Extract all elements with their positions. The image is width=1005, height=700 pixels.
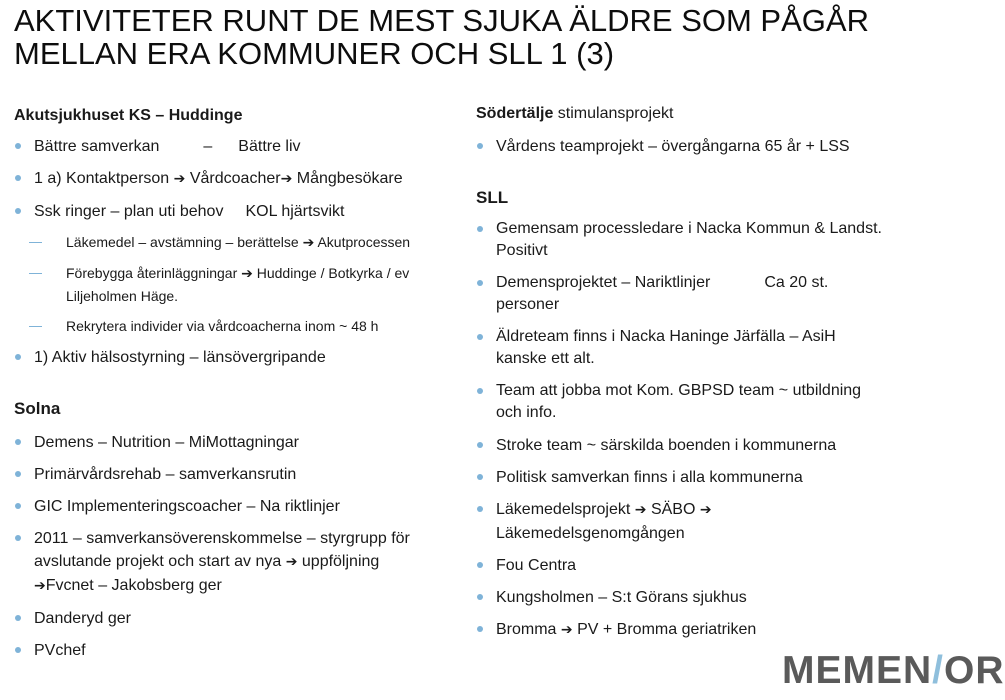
dash-bullet-icon bbox=[29, 242, 42, 243]
bullet-primarvardsrehab bbox=[14, 463, 464, 486]
bullet-ssk-ringer bbox=[14, 200, 464, 223]
bullet-danderyd bbox=[14, 607, 464, 630]
bullet-dot-icon bbox=[477, 442, 483, 448]
sub-rekrytera: Rekrytera individer via vårdcoacherna inom ~ 48 h bbox=[14, 315, 464, 337]
text: 1) Aktiv hälsostyrning – länsövergripande bbox=[34, 349, 326, 366]
bullet-bromma bbox=[476, 618, 956, 642]
arrow-right-icon: ➔ bbox=[699, 502, 712, 518]
bullet-2011 bbox=[14, 527, 464, 598]
bullet-dot-icon bbox=[15, 354, 21, 360]
text: Huddinge / Botkyrka / ev bbox=[256, 265, 410, 281]
text: och info. bbox=[496, 404, 557, 421]
text: Vårdcoacher bbox=[189, 170, 281, 187]
bullet-dot-icon bbox=[477, 506, 483, 512]
bullet-dot-icon bbox=[477, 626, 483, 632]
arrow-right-icon: ➔ bbox=[634, 502, 647, 518]
text: 1 a) Kontaktperson bbox=[34, 170, 170, 187]
text: Förebygga återinläggningar bbox=[66, 265, 238, 281]
heading-sll: SLL bbox=[476, 188, 509, 207]
bullet-politisk-samverkan bbox=[476, 466, 956, 489]
bullet-vardens-teamprojekt bbox=[476, 135, 956, 158]
bullet-demensprojektet bbox=[476, 272, 956, 316]
bullet-team-att-jobba bbox=[476, 380, 956, 424]
heading-bold: Södertälje bbox=[476, 105, 554, 122]
bullet-dot-icon bbox=[15, 471, 21, 477]
text: Demens – Nutrition – MiMottagningar bbox=[34, 434, 300, 451]
bullet-dot-icon bbox=[477, 562, 483, 568]
text: Gemensam processledare i Nacka Kommun & Landst. bbox=[496, 220, 882, 237]
text: KOL hjärtsvikt bbox=[245, 203, 345, 220]
text: Demensprojektet – Nariktlinjer bbox=[496, 274, 711, 291]
bullet-dot-icon bbox=[15, 175, 21, 181]
bullet-kungsholmen bbox=[476, 586, 956, 609]
text: Läkemedel – avstämning – berättelse bbox=[66, 234, 299, 250]
text: 2011 – samverkansöverenskommelse – styrgrupp för bbox=[34, 530, 410, 547]
text: – bbox=[203, 138, 213, 155]
text: Politisk samverkan finns i alla kommunerna bbox=[496, 469, 803, 486]
text: Mångbesökare bbox=[296, 170, 403, 187]
text: Äldreteam finns i Nacka Haninge Järfälla – AsiH bbox=[496, 328, 836, 345]
text: Läkemedelsprojekt bbox=[496, 501, 631, 518]
text: PV + Bromma geriatriken bbox=[577, 621, 757, 638]
text: Akutprocessen bbox=[317, 234, 411, 250]
bullet-stroke-team bbox=[476, 434, 956, 457]
text: avslutande projekt och start av nya bbox=[34, 553, 282, 570]
bullet-dot-icon bbox=[15, 439, 21, 445]
text: Ca 20 st. bbox=[764, 274, 829, 291]
bullet-pvchef bbox=[14, 639, 464, 662]
text: Fvcnet – Jakobsberg ger bbox=[45, 577, 222, 594]
text: Bromma bbox=[496, 621, 557, 638]
bullet-aldreteam bbox=[476, 326, 956, 370]
bullet-gemensam-processledare bbox=[476, 218, 956, 262]
bullet-dot-icon bbox=[15, 535, 21, 541]
text: Primärvårdsrehab – samverkansrutin bbox=[34, 466, 297, 483]
text: PVchef bbox=[34, 642, 86, 659]
text: Positivt bbox=[496, 242, 548, 259]
arrow-right-icon: ➔ bbox=[285, 554, 298, 570]
text: Kungsholmen – S:t Görans sjukhus bbox=[496, 589, 747, 606]
heading-sodertalje bbox=[476, 104, 956, 124]
bullet-dot-icon bbox=[477, 334, 483, 340]
slide-title-line-2: MELLAN ERA KOMMUNER OCH SLL 1 (3) bbox=[14, 36, 615, 71]
bullet-dot-icon bbox=[15, 503, 21, 509]
mementor-logo bbox=[782, 649, 1005, 693]
text: Bättre liv bbox=[238, 138, 301, 155]
text: Liljeholmen Häge. bbox=[66, 288, 179, 304]
text: Bättre samverkan bbox=[34, 138, 160, 155]
logo-text: OR bbox=[944, 649, 1005, 692]
sub-forebygga bbox=[14, 262, 464, 307]
text: personer bbox=[496, 296, 560, 313]
text: kanske ett alt. bbox=[496, 350, 595, 367]
text: Läkemedelsgenomgången bbox=[496, 525, 685, 542]
right-column bbox=[476, 100, 956, 642]
bullet-dot-icon bbox=[477, 226, 483, 232]
arrow-right-icon: ➔ bbox=[173, 171, 186, 187]
arrow-right-icon: ➔ bbox=[241, 266, 253, 282]
bullet-dot-icon bbox=[15, 208, 21, 214]
heading-ks-huddinge: Akutsjukhuset KS – Huddinge bbox=[14, 107, 243, 124]
text: uppföljning bbox=[301, 553, 380, 570]
bullet-dot-icon bbox=[477, 474, 483, 480]
text: GIC Implementeringscoacher – Na riktlinjer bbox=[34, 498, 340, 515]
text: Vårdens teamprojekt – övergångarna 65 år + LSS bbox=[496, 138, 850, 155]
heading-solna: Solna bbox=[14, 399, 61, 418]
arrow-right-icon: ➔ bbox=[560, 622, 573, 638]
bullet-demens bbox=[14, 431, 464, 454]
text: SÄBO bbox=[650, 501, 696, 518]
bullet-gic bbox=[14, 495, 464, 518]
bullet-fou-centra bbox=[476, 554, 956, 577]
heading-rest: stimulansprojekt bbox=[553, 105, 674, 122]
bullet-dot-icon bbox=[15, 143, 21, 149]
text: Danderyd ger bbox=[34, 610, 131, 627]
text: Team att jobba mot Kom. GBPSD team ~ utbildning bbox=[496, 382, 862, 399]
slide-title bbox=[14, 4, 944, 70]
text: Stroke team ~ särskilda boenden i kommunerna bbox=[496, 437, 837, 454]
bullet-dot-icon bbox=[15, 615, 21, 621]
bullet-dot-icon bbox=[477, 594, 483, 600]
slide-title-line-1: AKTIVITETER RUNT DE MEST SJUKA ÄLDRE SOM PÅGÅR bbox=[14, 3, 869, 38]
arrow-right-icon: ➔ bbox=[280, 171, 293, 187]
bullet-dot-icon bbox=[477, 143, 483, 149]
text: Fou Centra bbox=[496, 557, 577, 574]
dash-bullet-icon bbox=[29, 273, 42, 274]
bullet-kontaktperson bbox=[14, 167, 464, 191]
arrow-right-icon: ➔ bbox=[302, 235, 315, 251]
sub-lakemedel bbox=[14, 231, 464, 254]
logo-accent: / bbox=[932, 649, 945, 692]
bullet-aktiv-halsostyrning bbox=[14, 346, 464, 369]
arrow-right-icon: ➔ bbox=[34, 578, 46, 594]
bullet-lakemedelsprojekt bbox=[476, 498, 956, 545]
dash-bullet-icon bbox=[29, 326, 42, 327]
bullet-dot-icon bbox=[477, 388, 483, 394]
bullet-dot-icon bbox=[15, 647, 21, 653]
logo-text: MEMEN bbox=[782, 649, 933, 692]
bullet-dot-icon bbox=[477, 280, 483, 286]
bullet-battre-samverkan bbox=[14, 135, 464, 158]
text: Ssk ringer – plan uti behov bbox=[34, 203, 224, 220]
left-column bbox=[14, 100, 464, 662]
